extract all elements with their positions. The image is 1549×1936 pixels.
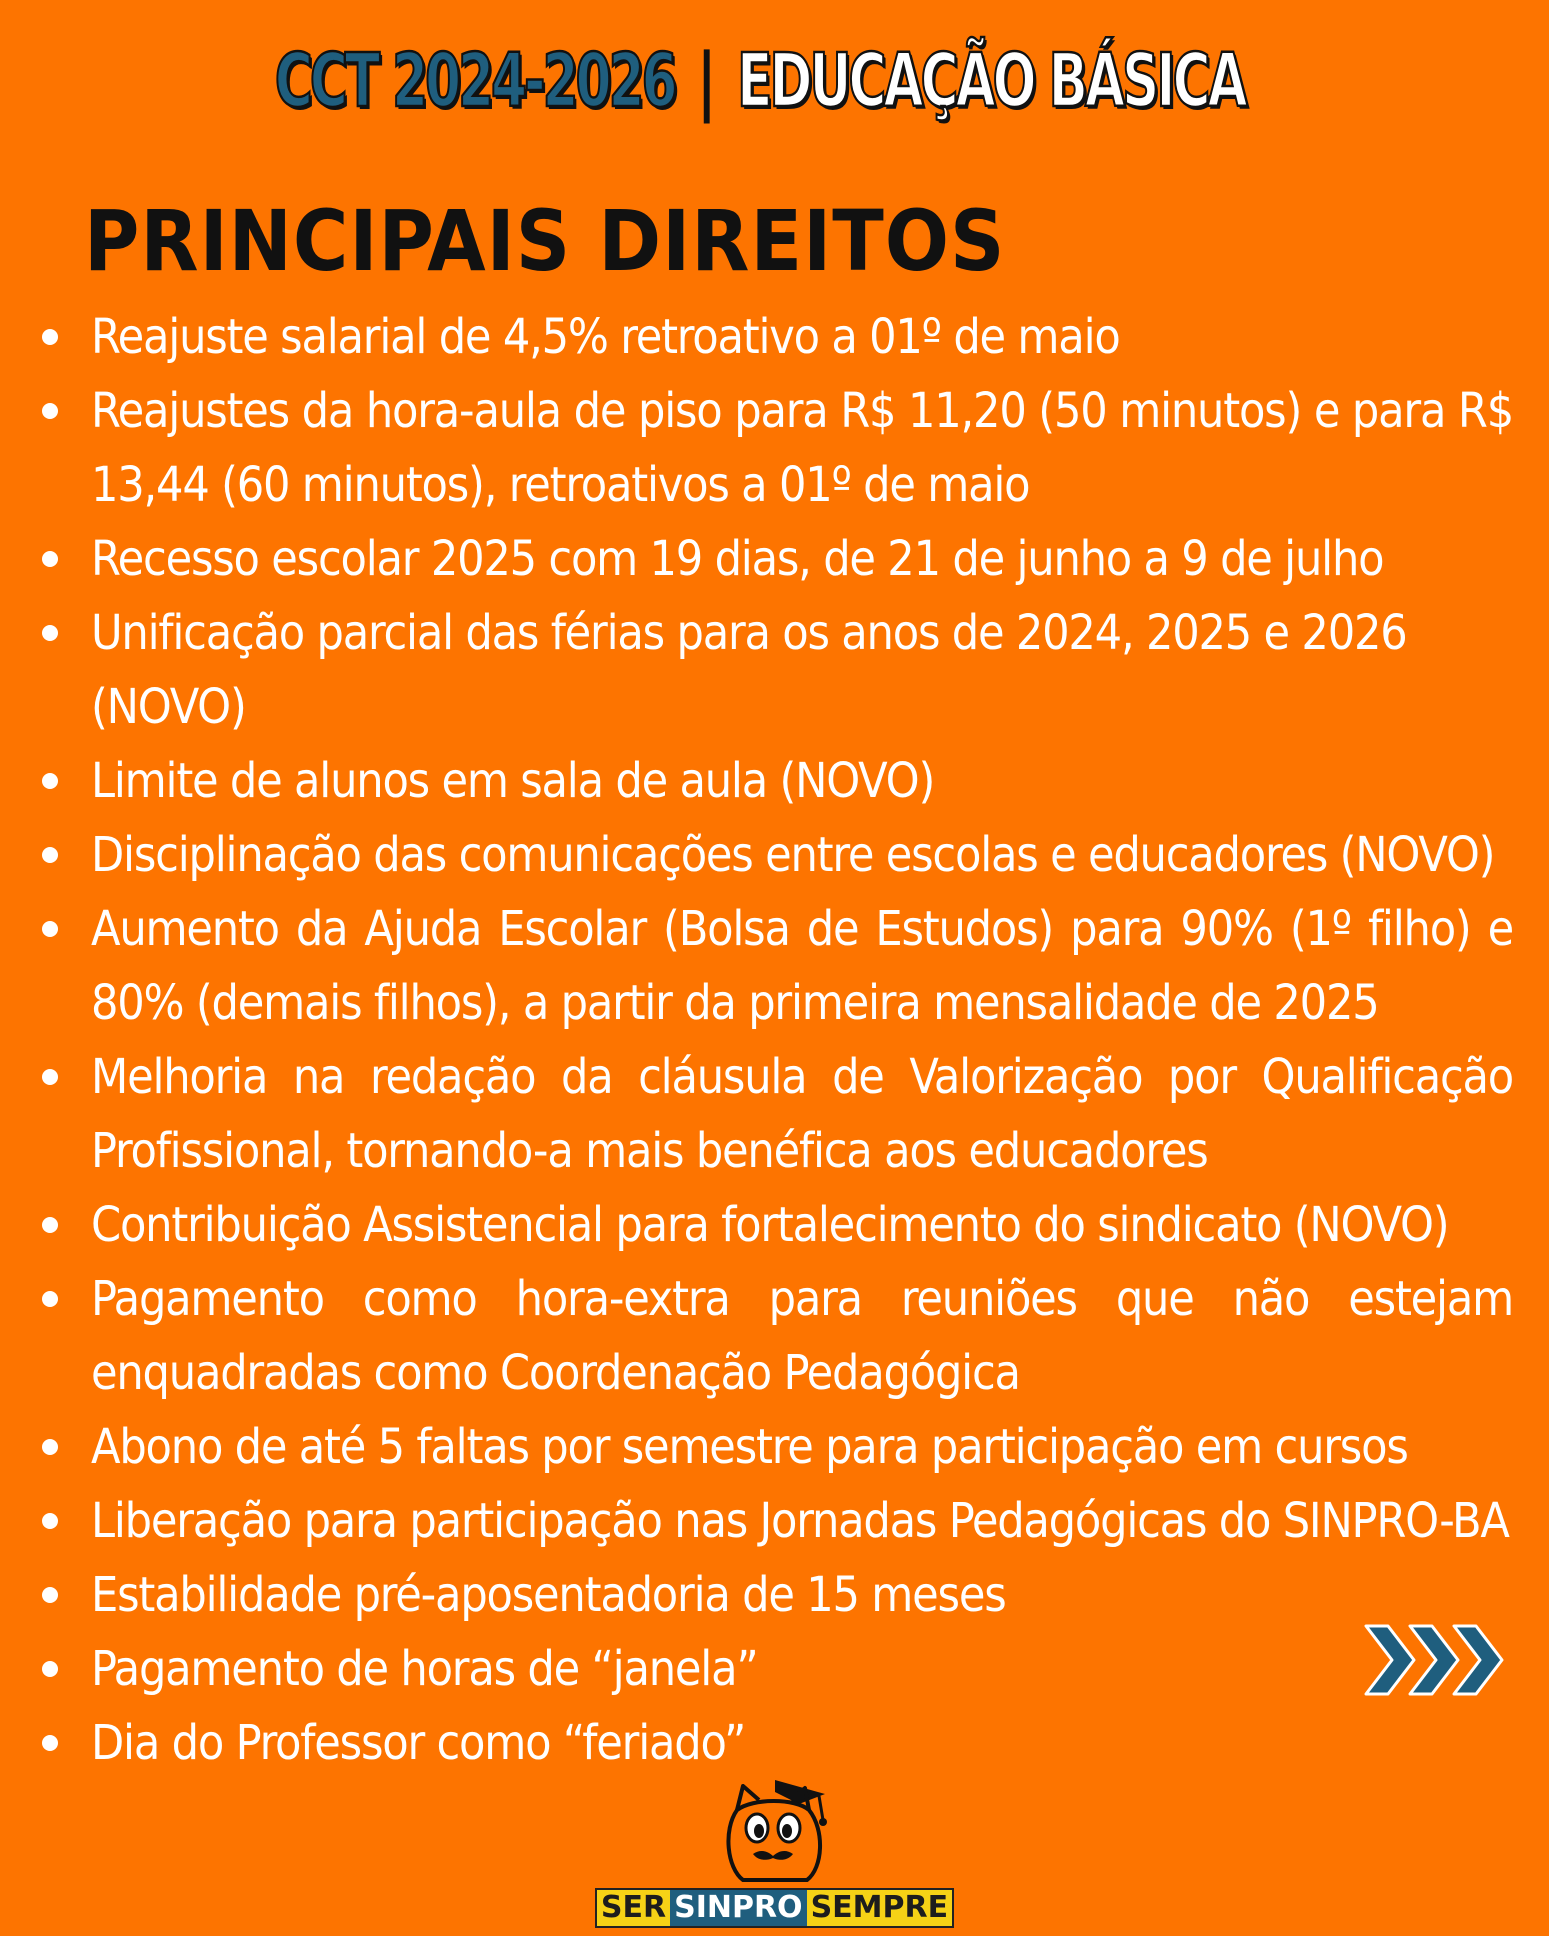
rights-item: Melhoria na redação da cláusula de Valorização por Qualificação Profissional, tornando-a mais benéfica aos educadores bbox=[91, 1040, 1513, 1188]
rights-item: Reajustes da hora-aula de piso para R$ 11,20 (50 minutos) e para R$ 13,44 (60 minutos), retroativos a 01º de maio bbox=[91, 374, 1513, 522]
rights-list bbox=[0, 300, 1549, 1780]
brand-part-sempre: SEMPRE bbox=[807, 1890, 953, 1926]
rights-item: Estabilidade pré-aposentadoria de 15 meses bbox=[91, 1558, 1513, 1632]
sinpro-logo bbox=[0, 1770, 1549, 1928]
rights-item: Limite de alunos em sala de aula (NOVO) bbox=[91, 744, 1513, 818]
page-header bbox=[0, 38, 1549, 124]
next-arrows-icon[interactable] bbox=[1362, 1622, 1514, 1698]
rights-item: Contribuição Assistencial para fortalecimento do sindicato (NOVO) bbox=[91, 1188, 1513, 1262]
rights-item: Recesso escolar 2025 com 19 dias, de 21 de junho a 9 de julho bbox=[91, 522, 1513, 596]
rights-item: Liberação para participação nas Jornadas Pedagógicas do SINPRO-BA bbox=[91, 1484, 1513, 1558]
rights-item: Dia do Professor como “feriado” bbox=[91, 1706, 1513, 1780]
section-title: PRINCIPAIS DIREITOS bbox=[84, 192, 1006, 290]
rights-item: Unificação parcial das férias para os anos de 2024, 2025 e 2026 (NOVO) bbox=[91, 596, 1513, 744]
owl-mascot-icon bbox=[715, 1770, 835, 1886]
header-separator: | bbox=[697, 38, 714, 124]
brand-part-sinpro: SINPRO bbox=[670, 1890, 806, 1926]
brand-part-ser: SER bbox=[597, 1890, 670, 1926]
header-category: EDUCAÇÃO BÁSICA bbox=[736, 38, 1245, 124]
rights-item: Disciplinação das comunicações entre escolas e educadores (NOVO) bbox=[91, 818, 1513, 892]
rights-item: Aumento da Ajuda Escolar (Bolsa de Estudos) para 90% (1º filho) e 80% (demais filhos), a partir da primeira mensalidade de 2025 bbox=[91, 892, 1513, 1040]
header-cct: CCT 2024-2026 bbox=[274, 38, 675, 124]
rights-item: Reajuste salarial de 4,5% retroativo a 01º de maio bbox=[91, 300, 1513, 374]
rights-item: Pagamento de horas de “janela” bbox=[91, 1632, 1513, 1706]
rights-item: Abono de até 5 faltas por semestre para participação em cursos bbox=[91, 1410, 1513, 1484]
brand-wordmark bbox=[595, 1888, 954, 1928]
rights-item: Pagamento como hora-extra para reuniões que não estejam enquadradas como Coordenação Pedagógica bbox=[91, 1262, 1513, 1410]
